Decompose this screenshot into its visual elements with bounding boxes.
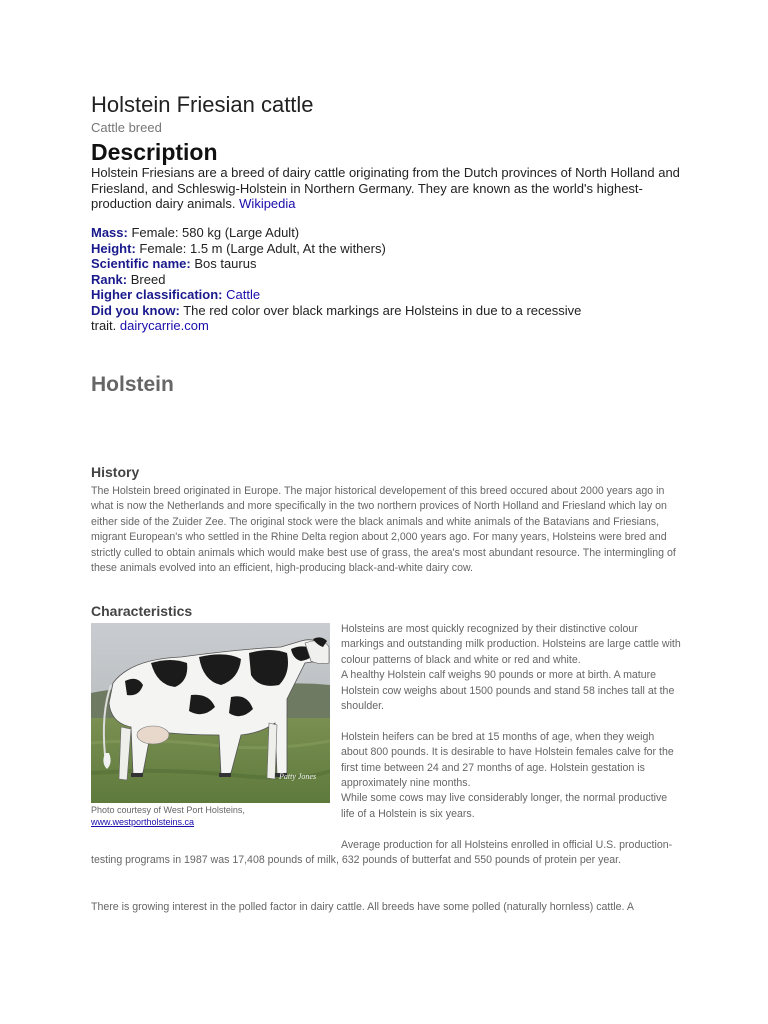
fact-label: Higher classification: (91, 287, 223, 302)
fact-value: Bos taurus (194, 256, 257, 271)
facts-list (91, 225, 691, 334)
fact-label: Rank: (91, 271, 128, 287)
dairycarrie-link[interactable]: dairycarrie.com (119, 318, 209, 333)
page-title: Holstein Friesian cattle (91, 92, 314, 117)
fact-value: Breed (130, 271, 166, 287)
fact-mass (91, 225, 691, 241)
characteristics-paragraph: Holsteins are most quickly recognized by their distinctive colour markings and outstanding milk production. Holsteins are large cattle with colour patterns of black and white or red and white. (341, 623, 681, 666)
production-paragraph: Average production for all Holsteins enrolled in official U.S. production-testing programs in 1987 was 17,408 pounds of milk, 632 pounds of butterfat and 550 pounds of protein per year. (91, 839, 673, 867)
page-subtitle: Cattle breed (91, 120, 162, 135)
characteristics-paragraph: While some cows may live considerably longer, the normal productive life of a Holstein is six years. (341, 792, 668, 820)
fact-label: Mass: (91, 225, 128, 240)
characteristics-text (341, 622, 681, 822)
characteristics-heading: Characteristics (91, 603, 193, 619)
description-block (91, 165, 691, 212)
article-heading: Holstein (91, 373, 174, 396)
photo-caption-text: Photo courtesy of West Port Holsteins, (91, 805, 245, 815)
fact-scientific-name (91, 256, 691, 272)
westport-link[interactable]: www.westportholsteins.ca (91, 817, 195, 827)
fact-did-you-know (91, 303, 591, 334)
history-text: The Holstein breed originated in Europe. The major historical developement of this breed occured about 2000 years ago in what is now the Netherlands and more specifically in the two northern provices of North Holland and Friesland which lay on either side of the Zuider Zee. The original stock were the black animals and white animals of the Batavians and Friesians, migrant European's who settled in the Rhine Delta region about 2,000 years ago. For many years, Holsteins were bred and strictly culled to obtain animals which would make best use of grass, the area's most abundant resource. The intermingling of these animals evolved into an efficient, high-producing black-and-white dairy cow. (91, 485, 676, 575)
cattle-link[interactable]: Cattle (226, 287, 261, 302)
cow-photo (91, 623, 330, 803)
description-heading: Description (91, 139, 218, 165)
fact-label: Did you know: (91, 302, 180, 318)
fact-label: Height: (91, 240, 136, 256)
wikipedia-link[interactable]: Wikipedia (239, 196, 296, 211)
fact-value: Female: 1.5 m (Large Adult, At the withers) (139, 240, 386, 256)
characteristics-paragraph: A healthy Holstein calf weighs 90 pounds or more at birth. A mature Holstein cow weighs about 1500 pounds and stand 58 inches tall at the shoulder. (341, 669, 675, 713)
fact-height (91, 241, 691, 257)
photo-caption (91, 804, 291, 828)
history-heading: History (91, 464, 140, 480)
fact-value: The red color over black markings are Holsteins in due to a recessive trait. (91, 302, 582, 333)
description-text: Holstein Friesians are a breed of dairy cattle originating from the Dutch provinces of North Holland and Friesland, and Schleswig-Holstein in Northern Germany. They are known as the world's highest-production dairy animals. (91, 165, 680, 211)
characteristics-paragraph: Holstein heifers can be bred at 15 months of age, when they weigh about 800 pounds. It is desirable to have Holstein females calve for the first time between 24 and 27 months of age. Holstein gestation is approximately nine months. (341, 730, 674, 790)
polled-text: There is growing interest in the polled factor in dairy cattle. All breeds have some polled (naturally hornless) cattle. A (91, 901, 634, 913)
photo-signature: Patty Jones (279, 772, 317, 781)
fact-label: Scientific name: (91, 256, 191, 271)
fact-value: Female: 580 kg (Large Adult) (131, 225, 300, 240)
fact-rank (91, 272, 691, 288)
fact-higher-classification (91, 287, 691, 303)
production-text (91, 838, 681, 869)
